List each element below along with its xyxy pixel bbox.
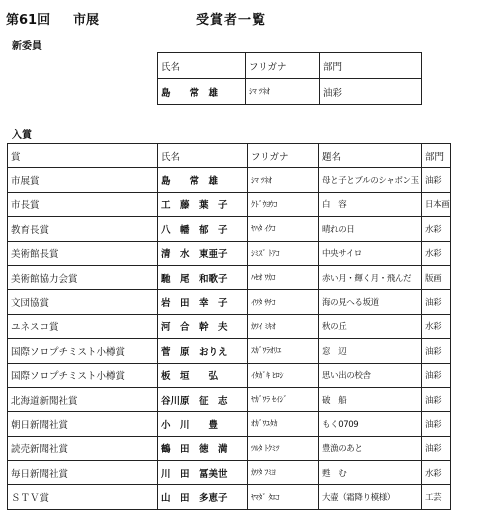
new-member-section-label: 新委員 — [12, 41, 42, 52]
cell-dept: 油彩 — [422, 290, 451, 314]
cell-kana: ｸﾄﾞｳﾖｳｺ — [248, 192, 319, 216]
cell-award: 朝日新聞社賞 — [8, 412, 158, 436]
cell-award: 国際ソロプチミスト小樽賞 — [8, 363, 158, 387]
table-row — [8, 290, 451, 314]
cell-title: 中央サイロ — [319, 241, 422, 265]
cell-dept: 油彩 — [422, 436, 451, 460]
cell-award: ユネスコ賞 — [8, 314, 158, 338]
cell-title: 秋の丘 — [319, 314, 422, 338]
exhibition-name: 市展 — [73, 13, 100, 28]
cell-kana: ﾔﾏﾀﾞ ﾀｴｺ — [248, 485, 319, 509]
column-header-award: 賞 — [8, 144, 158, 168]
cell-award: 文団協賞 — [8, 290, 158, 314]
cell-name: 川 田 冨美世 — [158, 461, 248, 485]
table-row — [8, 241, 451, 265]
cell-name: 岩 田 幸 子 — [158, 290, 248, 314]
cell-name: 谷川原 征 志 — [158, 387, 248, 411]
cell-kana: ｲﾜﾀ ｻﾁｺ — [248, 290, 319, 314]
table-row — [8, 168, 451, 192]
awards-section-label: 入賞 — [12, 130, 32, 141]
cell-kana: ﾂﾙﾀ ﾄｸﾐﾂ — [248, 436, 319, 460]
cell-name: 板 垣 弘 — [158, 363, 248, 387]
cell-dept: 水彩 — [422, 241, 451, 265]
column-header-kana: フリガナ — [248, 144, 319, 168]
cell-dept: 油彩 — [422, 168, 451, 192]
table-row — [8, 412, 451, 436]
new-member-table — [157, 52, 422, 105]
column-header-dept: 部門 — [422, 144, 451, 168]
column-header-kana: フリガナ — [246, 53, 320, 79]
cell-name: 八 幡 郁 子 — [158, 217, 248, 241]
cell-title: 白 容 — [319, 192, 422, 216]
column-header-dept: 部門 — [320, 53, 422, 79]
cell-award: ＳＴＶ賞 — [8, 485, 158, 509]
cell-award: 美術館長賞 — [8, 241, 158, 265]
cell-kana: ｲﾀｶﾞｷ ﾋﾛｼ — [248, 363, 319, 387]
cell-dept: 油彩 — [320, 79, 422, 105]
cell-dept: 油彩 — [422, 363, 451, 387]
cell-dept: 水彩 — [422, 217, 451, 241]
cell-kana: ｶﾜﾀ ﾌﾐﾖ — [248, 461, 319, 485]
table-row — [8, 314, 451, 338]
cell-title: 大壷（霜降り模様） — [319, 485, 422, 509]
cell-name: 工 藤 葉 子 — [158, 192, 248, 216]
cell-dept: 版画 — [422, 265, 451, 289]
cell-title: 母と子とブルのシャボン玉 — [319, 168, 422, 192]
cell-dept: 油彩 — [422, 387, 451, 411]
cell-kana: ﾔｶﾞﾜﾗ ｾｲｼﾞ — [248, 387, 319, 411]
cell-award: 毎日新聞社賞 — [8, 461, 158, 485]
cell-name: 菅 原 おりえ — [158, 339, 248, 363]
cell-name: 清 水 東亜子 — [158, 241, 248, 265]
cell-award: 市展賞 — [8, 168, 158, 192]
cell-title: もく0709 — [319, 412, 422, 436]
cell-dept: 水彩 — [422, 461, 451, 485]
event-number: 第61回 — [6, 13, 51, 28]
cell-kana: ｼﾏ ﾂﾈｵ — [246, 79, 320, 105]
cell-name: 山 田 多恵子 — [158, 485, 248, 509]
awards-table — [7, 143, 451, 510]
cell-dept: 油彩 — [422, 339, 451, 363]
cell-title: 赤い月・輝く月・飛んだ — [319, 265, 422, 289]
cell-award: 美術館協力会賞 — [8, 265, 158, 289]
table-header-row — [158, 53, 422, 79]
cell-title: 窓 辺 — [319, 339, 422, 363]
column-header-name: 氏名 — [158, 53, 246, 79]
cell-title: 晴れの日 — [319, 217, 422, 241]
cell-name: 河 合 幹 夫 — [158, 314, 248, 338]
cell-kana: ｶﾜｲ ﾐｷｵ — [248, 314, 319, 338]
cell-kana: ｽｶﾞﾜﾗｵﾘｴ — [248, 339, 319, 363]
cell-kana: ﾊｾｵ ﾜｶｺ — [248, 265, 319, 289]
cell-name: 島 常 雄 — [158, 168, 248, 192]
cell-award: 国際ソロプチミスト小樽賞 — [8, 339, 158, 363]
table-row — [8, 265, 451, 289]
cell-award: 教育長賞 — [8, 217, 158, 241]
column-header-name: 氏名 — [158, 144, 248, 168]
column-header-title: 題名 — [319, 144, 422, 168]
cell-award: 読売新聞社賞 — [8, 436, 158, 460]
table-row — [8, 339, 451, 363]
cell-title: 豊漁のあと — [319, 436, 422, 460]
cell-title: 海の見へる坂道 — [319, 290, 422, 314]
cell-kana: ｵｶﾞﾜﾕﾀｶ — [248, 412, 319, 436]
cell-name: 鶴 田 徳 満 — [158, 436, 248, 460]
table-row — [8, 192, 451, 216]
cell-kana: ｼﾐｽﾞ ﾄｱｺ — [248, 241, 319, 265]
cell-title: 思い出の校舎 — [319, 363, 422, 387]
cell-kana: ｼﾏ ﾂﾈｵ — [248, 168, 319, 192]
table-header-row — [8, 144, 451, 168]
cell-name: 馳 尾 和歌子 — [158, 265, 248, 289]
table-row — [8, 363, 451, 387]
table-row — [8, 387, 451, 411]
cell-dept: 日本画 — [422, 192, 451, 216]
cell-award: 北海道新聞社賞 — [8, 387, 158, 411]
cell-title: 甦 む — [319, 461, 422, 485]
cell-kana: ﾔﾊﾀ ｲｸｺ — [248, 217, 319, 241]
table-row — [8, 485, 451, 509]
table-row — [8, 436, 451, 460]
cell-dept: 工芸 — [422, 485, 451, 509]
table-row — [158, 79, 422, 105]
page-title: 受賞者一覧 — [196, 13, 267, 28]
cell-dept: 水彩 — [422, 314, 451, 338]
cell-name: 小 川 豊 — [158, 412, 248, 436]
table-row — [8, 461, 451, 485]
cell-title: 破 船 — [319, 387, 422, 411]
cell-name: 島 常 雄 — [158, 79, 246, 105]
cell-award: 市長賞 — [8, 192, 158, 216]
table-row — [8, 217, 451, 241]
cell-dept: 油彩 — [422, 412, 451, 436]
